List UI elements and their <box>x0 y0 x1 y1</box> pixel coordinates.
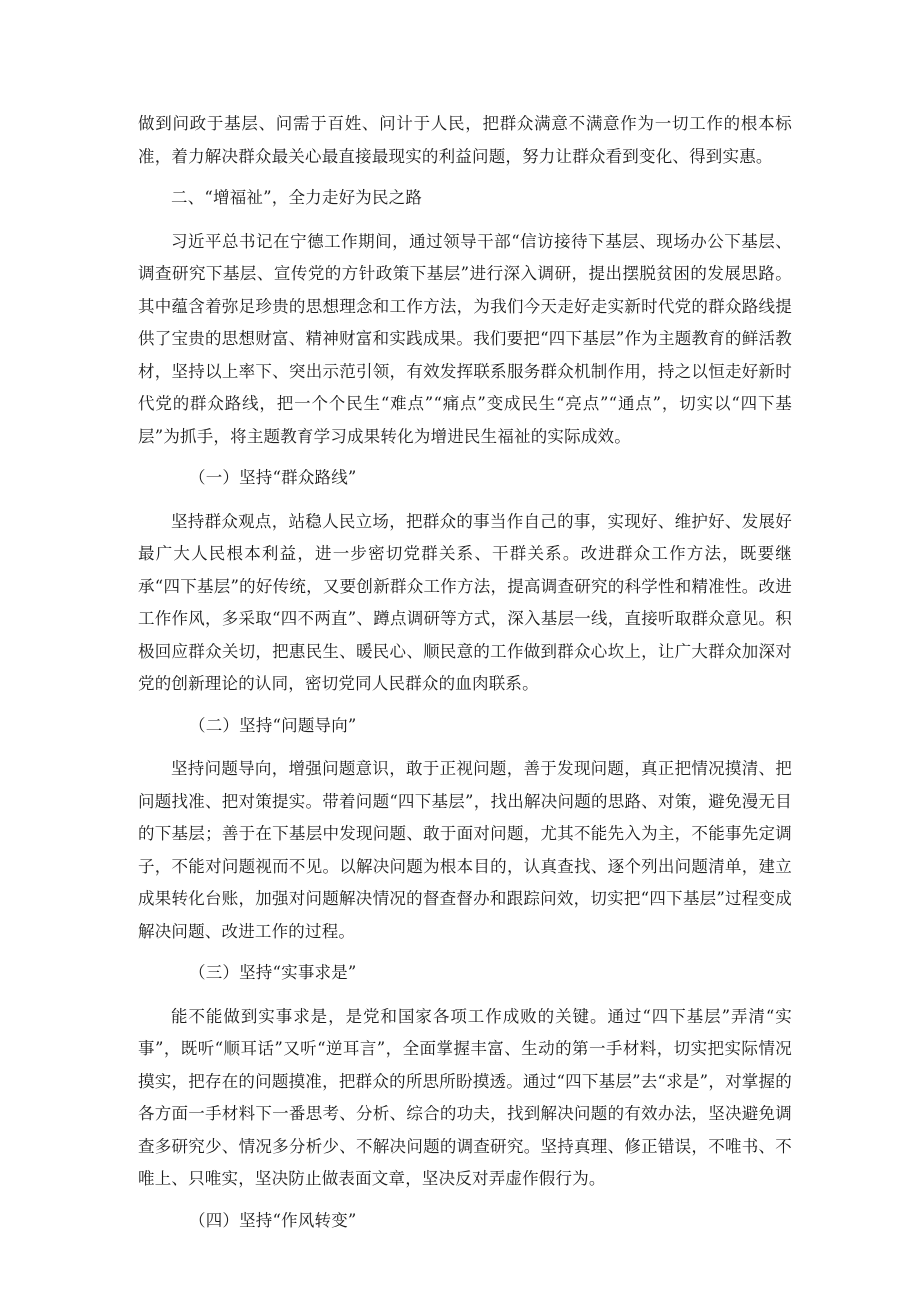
subsection-heading-4: （四）坚持“作风转变” <box>189 1210 357 1230</box>
body-paragraph-1: 做到问政于基层、问需于百姓、问计于人民，把群众满意不满意作为一切工作的根本标准，着力解决群众最关心最直接最现实的利益问题，努力让群众看到变化、得到实惠。 <box>138 114 792 166</box>
body-paragraph-5: 能不能做到实事求是，是党和国家各项工作成败的关键。通过“四下基层”弄清“实事”，既听“顺耳话”又听“逆耳言”，全面掌握丰富、生动的第一手材料，切实把实际情况摸实，把存在的问题摸准，把群众的所思所盼摸透。通过“四下基层”去“求是”，对掌握的各方面一手材料下一番思考、分析、综合的功夫，找到解决问题的有效办法，坚决避免调查多研究少、情况多分析少、不解决问题的调查研究。坚持真理、修正错误，不唯书、不唯上、只唯实，坚决防止做表面文章，坚决反对弄虚作假行为。 <box>138 1006 792 1188</box>
body-paragraph-4: 坚持问题导向，增强问题意识，敢于正视问题，善于发现问题，真正把情况摸清、把问题找准、把对策提实。带着问题“四下基层”，找出解决问题的思路、对策，避免漫无目的下基层；善于在下基层中发现问题、敢于面对问题，尤其不能先入为主，不能事先定调子，不能对问题视而不见。以解决问题为根本目的，认真查找、逐个列出问题清单，建立成果转化台账，加强对问题解决情况的督查督办和跟踪问效，切实把“四下基层”过程变成解决问题、改进工作的过程。 <box>138 759 792 941</box>
body-paragraph-2: 习近平总书记在宁德工作期间，通过领导干部“信访接待下基层、现场办公下基层、调查研究下基层、宣传党的方针政策下基层”进行深入调研，提出摆脱贫困的发展思路。其中蕴含着弥足珍贵的思想理念和工作方法，为我们今天走好走实新时代党的群众路线提供了宝贵的思想财富、精神财富和实践成果。我们要把“四下基层”作为主题教育的鲜活教材，坚持以上率下、突出示范引领，有效发挥联系服务群众机制作用，持之以恒走好新时代党的群众路线，把一个个民生“难点”“痛点”变成民生“亮点”“通点”，切实以“四下基层”为抓手，将主题教育学习成果转化为增进民生福祉的实际成效。 <box>138 231 792 446</box>
subsection-heading-3: （三）坚持“实事求是” <box>189 963 357 982</box>
subsection-heading-2: （二）坚持“问题导向” <box>189 715 357 735</box>
body-paragraph-3: 坚持群众观点，站稳人民立场，把群众的事当作自己的事，实现好、维护好、发展好最广大人民根本利益，进一步密切党群关系、干群关系。改进群众工作方法，既要继承“四下基层”的好传统，又要创新群众工作方法，提高调查研究的科学性和精准性。改进工作作风，多采取“四不两直”、蹲点调研等方式，深入基层一线，直接听取群众意见。积极回应群众关切，把惠民生、暖民心、顺民意的工作做到群众心坎上，让广大群众加深对党的创新理论的认同，密切党同人民群众的血肉联系。 <box>138 511 792 693</box>
document-page <box>138 108 792 1248</box>
subsection-heading-1: （一）坚持“群众路线” <box>189 468 357 487</box>
section-heading-2: 二、“增福祉”，全力走好为民之路 <box>171 188 423 207</box>
